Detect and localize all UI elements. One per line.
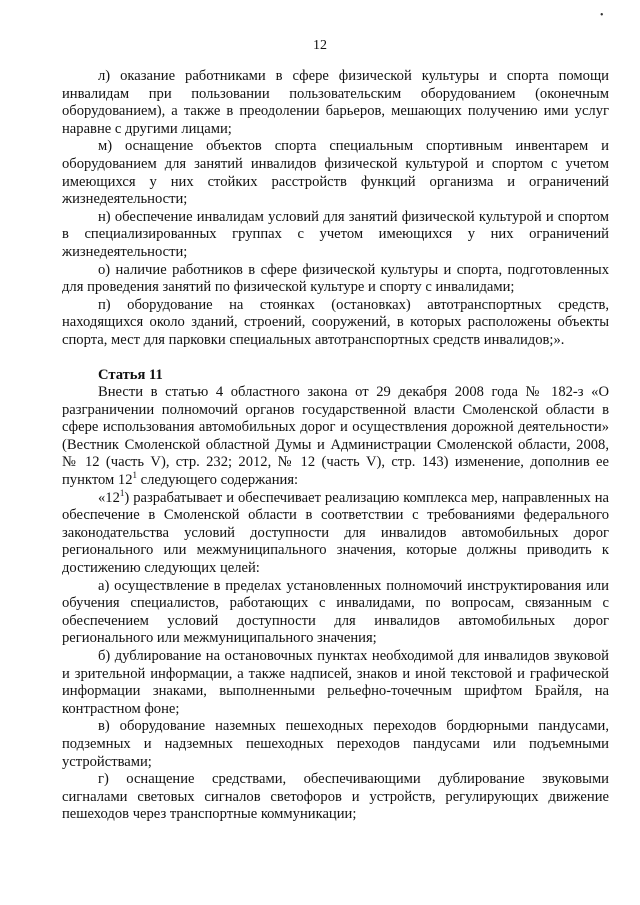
corner-mark: •	[600, 10, 604, 21]
document-body	[62, 68, 609, 824]
paragraph-g: г) оснащение средствами, обеспечивающими дублирование звуковыми сигналами световых сигналов светофоров и устройств, регулирующих движение пешеходов через транспортные коммуникации;	[62, 771, 609, 823]
article-intro-paragraph	[62, 384, 609, 490]
paragraph-o: о) наличие работников в сфере физической культуры и спорта, подготовленных для проведения занятий по физической культуре и спорту с инвалидами;	[62, 261, 609, 296]
article-intro-text: Внести в статью 4 областного закона от 29 декабря 2008 года № 182-з «О разграничении полномочий органов государственной власти Смоленской области в сфере использования автомобильных дорог и осуществления дорожной деятельности» (Вестник Смоленской областной Думы и Администрации Смоленской области, 2008, № 12 (часть V), стр. 232; 2012, № 12 (часть V), стр. 143) изменение, дополнив ее пунктом 12	[62, 384, 609, 489]
paragraph-p: п) оборудование на стоянках (остановках) автотранспортных средств, находящихся около зданий, строений, сооружений, в которых расположены объекты спорта, мест для парковки специальных автотранспортных средств инвалидов;».	[62, 296, 609, 348]
paragraph-b: б) дублирование на остановочных пунктах необходимой для инвалидов звуковой и зрительной информации, а также надписей, знаков и иной текстовой и графической информации знаками, выполненными рельефно-точечным шрифтом Брайля, на контрастном фоне;	[62, 648, 609, 717]
page-number: 12	[313, 38, 327, 53]
clause-12-1-text: ) разрабатывает и обеспечивает реализацию комплекса мер, направленных на обеспечение в Смоленской области в соответствии с требованиями федерального законодательства условий доступности для инвалидов автомобильных дорог регионального или межмуниципального значения, которые должны приводить к достижению следующих целей:	[62, 489, 609, 577]
clause-12-1-open: «12	[98, 489, 120, 506]
article-heading: Статья 11	[98, 366, 163, 383]
paragraph-n: н) обеспечение инвалидам условий для занятий физической культурой и спортом в специализированных группах с учетом имеющихся у них ограничений жизнедеятельности;	[62, 208, 609, 260]
paragraph-a: а) осуществление в пределах установленных полномочий инструктирования или обучения специалистов, работающих с инвалидами, по вопросам, связанным с обеспечением условий доступности для инвалидов автомобильных дорог регионального или межмуниципального значения;	[62, 577, 609, 647]
article-intro-superscript: 1	[132, 470, 137, 481]
article-intro-tail: следующего содержания:	[137, 472, 299, 489]
paragraph-l: л) оказание работниками в сфере физической культуры и спорта помощи инвалидам при пользовании пользовательским оборудованием (оконечным оборудованием), а также в преодолении барьеров, мешающих получению ими услуг наравне с другими лицами;	[62, 68, 609, 137]
clause-12-1-superscript: 1	[119, 487, 125, 498]
clause-12-1-paragraph	[62, 487, 609, 578]
paragraph-v: в) оборудование наземных пешеходных переходов бордюрными пандусами, подземных и надземных пешеходных переходов пандусами или подъемными устройствами;	[62, 718, 609, 770]
paragraph-m: м) оснащение объектов спорта специальным спортивным инвентарем и оборудованием для занятий инвалидов физической культурой и спортом с учетом имеющихся у них стойких расстройств функций организма и ограничений жизнедеятельности;	[62, 138, 609, 208]
